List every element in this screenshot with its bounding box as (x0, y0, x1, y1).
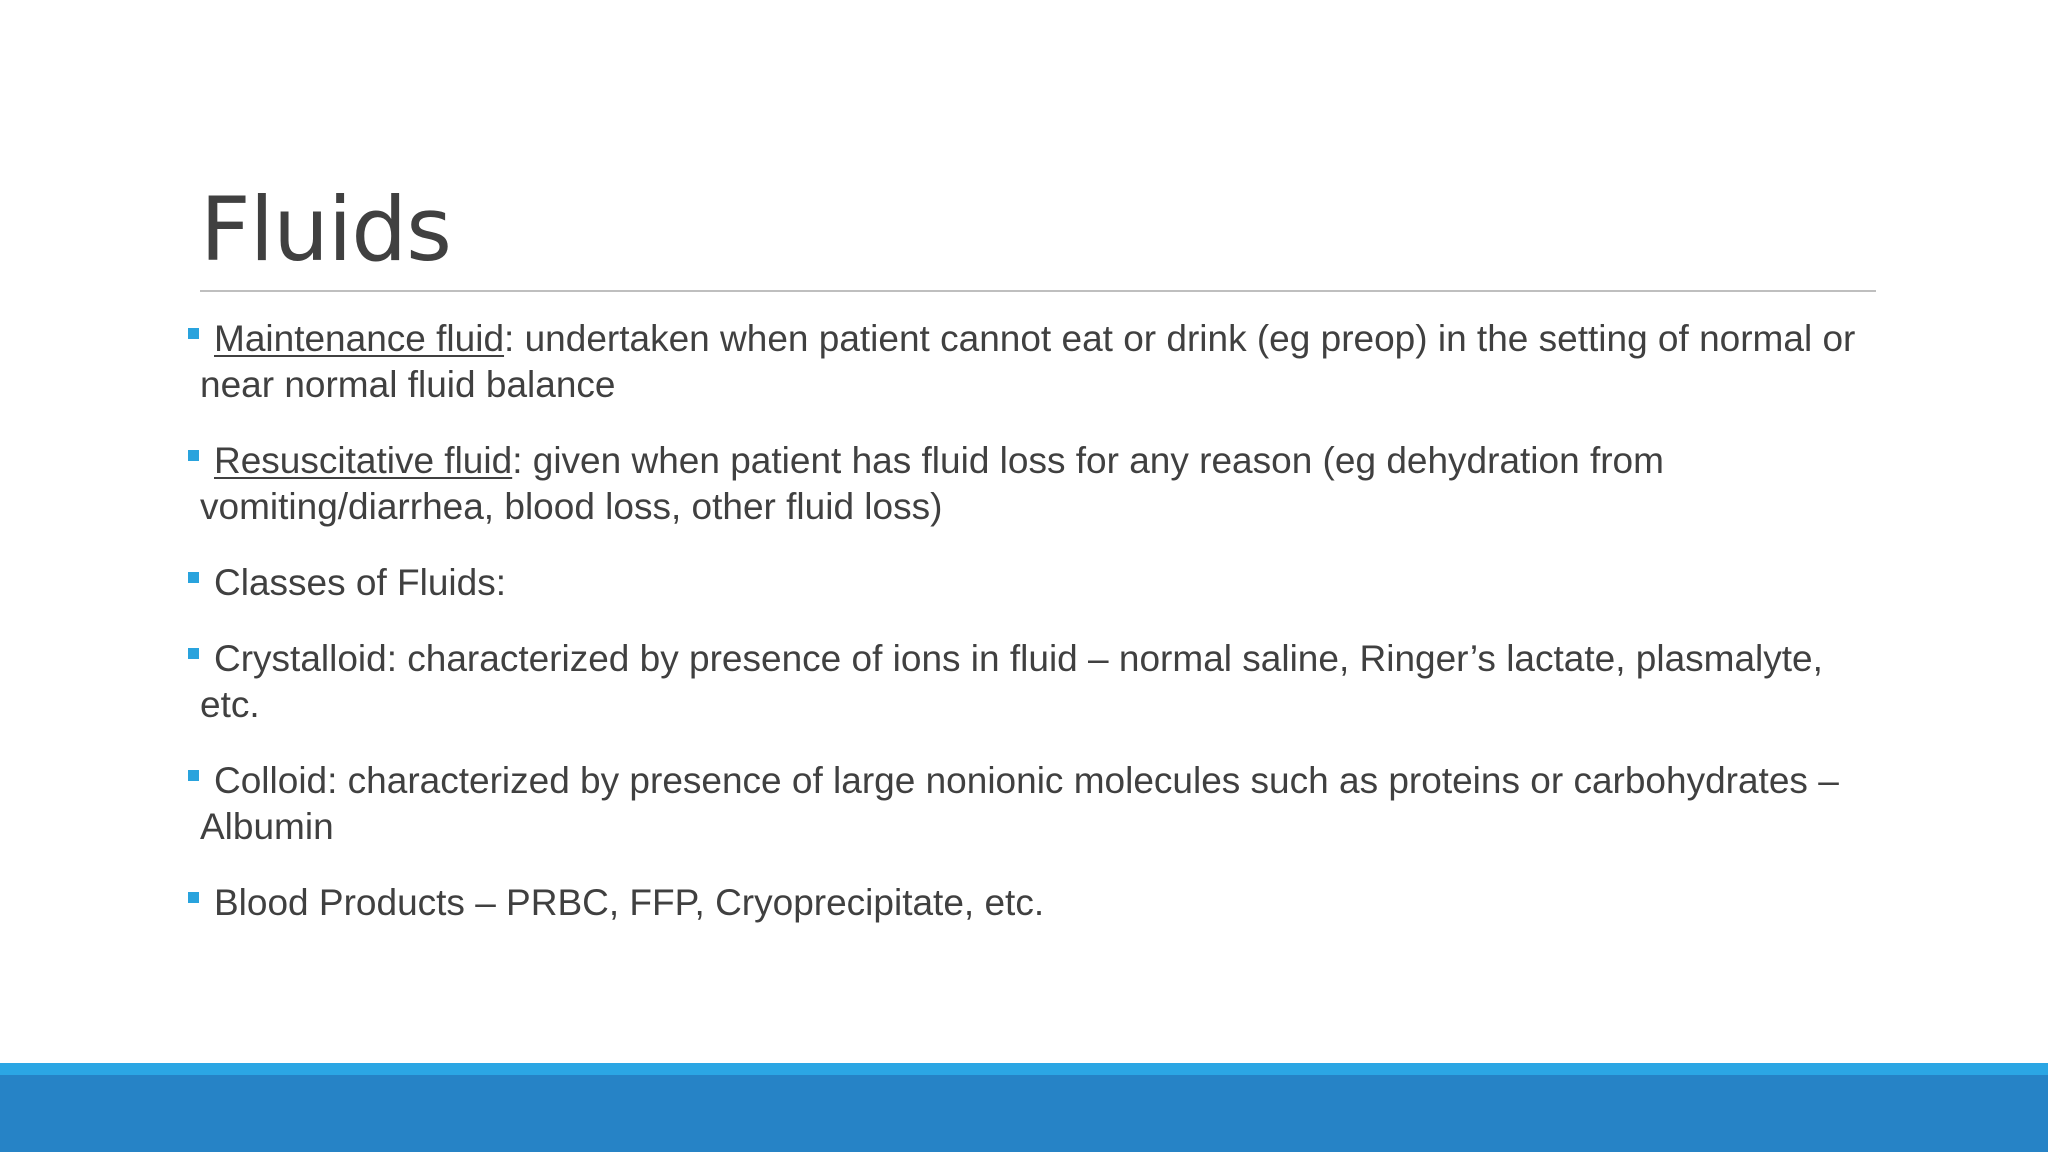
bullet-item-classes-of-fluids (200, 560, 1860, 606)
slide-title: Fluids (200, 178, 451, 281)
bullet-item-maintenance-fluid (200, 316, 1860, 408)
square-bullet-icon (188, 770, 199, 781)
square-bullet-icon (188, 648, 199, 659)
bullet-list (200, 316, 1860, 956)
bullet-term: Maintenance fluid (214, 318, 505, 359)
bullet-term: Resuscitative fluid (214, 440, 513, 481)
bullet-text: Crystalloid: characterized by presence of ions in fluid – normal saline, Ringer’s lactate, plasmalyte, etc. (200, 638, 1823, 725)
bullet-item-resuscitative-fluid (200, 438, 1860, 530)
footer-band (0, 1075, 2048, 1152)
square-bullet-icon (188, 450, 199, 461)
bullet-text: Classes of Fluids: (214, 562, 506, 603)
square-bullet-icon (188, 328, 199, 339)
square-bullet-icon (188, 892, 199, 903)
bullet-item-colloid (200, 758, 1860, 850)
bullet-text: : given when patient has fluid loss for any reason (eg dehydration from vomiting/diarrhea, blood loss, other fluid loss) (200, 440, 1664, 527)
square-bullet-icon (188, 572, 199, 583)
bullet-item-blood-products (200, 880, 1860, 926)
bullet-text: : undertaken when patient cannot eat or drink (eg preop) in the setting of normal or near normal fluid balance (200, 318, 1856, 405)
footer-accent-stripe (0, 1063, 2048, 1075)
bullet-item-crystalloid (200, 636, 1860, 728)
bullet-text: Blood Products – PRBC, FFP, Cryoprecipitate, etc. (214, 882, 1045, 923)
title-divider (200, 290, 1876, 292)
bullet-text: Colloid: characterized by presence of large nonionic molecules such as proteins or carbohydrates – Albumin (200, 760, 1839, 847)
